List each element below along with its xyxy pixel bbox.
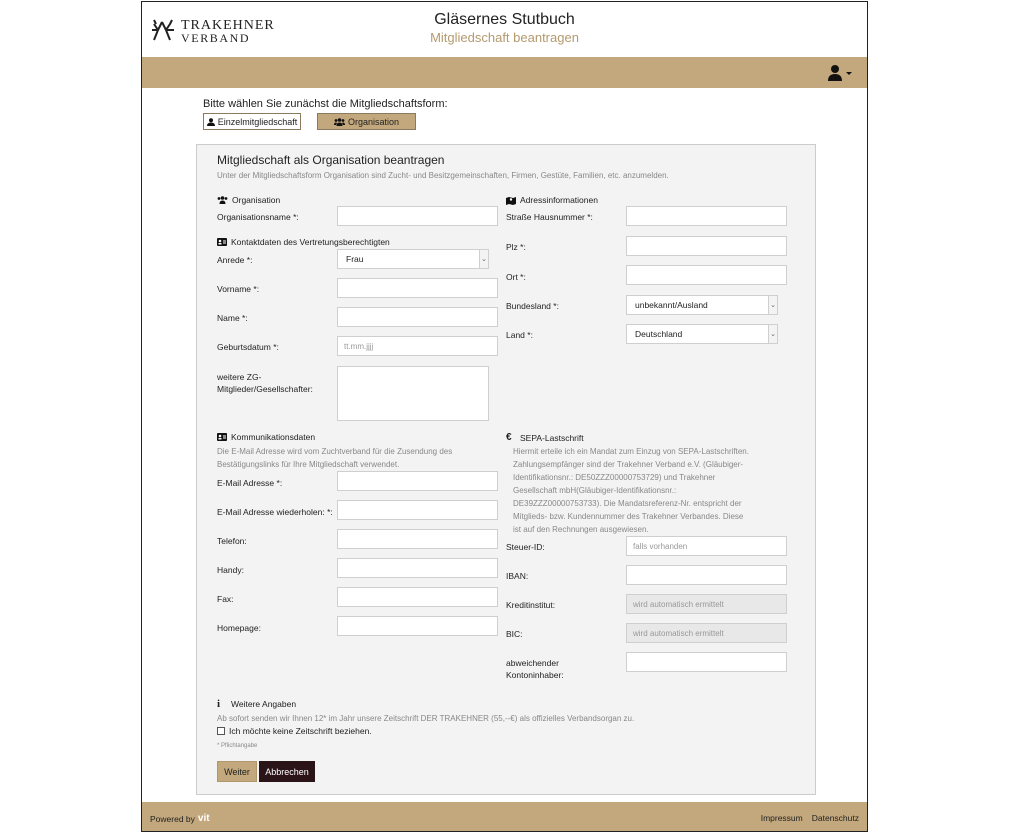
no-magazine-checkbox-row[interactable]	[217, 726, 372, 736]
state-label: Bundesland *:	[506, 301, 559, 311]
sepa-text-line1: Hiermit erteile ich ein Mandat zum Einzug von SEPA-Lastschriften.	[513, 447, 749, 456]
country-label: Land *:	[506, 330, 533, 340]
datenschutz-link[interactable]: Datenschutz	[811, 813, 859, 823]
fax-label: Fax:	[217, 594, 234, 604]
section-organisation-title: Organisation	[232, 195, 281, 205]
fax-input[interactable]	[337, 587, 498, 607]
no-magazine-label[interactable]: Ich möchte keine Zeitschrift beziehen.	[229, 726, 372, 736]
holder-input[interactable]	[626, 652, 787, 672]
city-label: Ort *:	[506, 272, 526, 282]
state-value: unbekannt/Ausland	[635, 300, 708, 310]
footer	[142, 802, 867, 831]
mobile-label: Handy:	[217, 565, 244, 575]
organisation-form-panel	[196, 144, 816, 795]
footer-links	[761, 813, 859, 823]
page-subtitle: Mitgliedschaft beantragen	[430, 30, 579, 45]
zip-label: Plz *:	[506, 242, 526, 252]
membership-type-prompt: Bitte wählen Sie zunächst die Mitgliedschaftsform:	[203, 98, 448, 110]
phone-input[interactable]	[337, 529, 498, 549]
header	[142, 2, 867, 57]
taxid-label: Steuer-ID:	[506, 542, 545, 552]
state-select[interactable]	[626, 295, 778, 315]
lastname-input[interactable]	[337, 307, 498, 327]
section-address-title: Adressinformationen	[520, 195, 598, 205]
form-description: Unter der Mitgliedschaftsform Organisation sind Zucht- und Besitzgemeinschaften, Firmen, Gestüte, Familien, etc. anzumelden.	[217, 171, 669, 180]
euro-icon: €	[506, 432, 512, 443]
id-card-icon	[217, 433, 227, 441]
holder-label-line2: Kontoninhaber:	[506, 670, 564, 680]
section-sepa	[506, 432, 584, 443]
taxid-input[interactable]: falls vorhanden	[626, 536, 787, 556]
section-contact	[217, 237, 390, 247]
holder-label-line1: abweichender	[506, 658, 559, 668]
homepage-input[interactable]	[337, 616, 498, 636]
section-organisation	[217, 195, 280, 205]
email-repeat-input[interactable]	[337, 500, 498, 520]
impressum-link[interactable]: Impressum	[760, 813, 803, 823]
street-label: Straße Hausnummer *:	[506, 212, 593, 222]
page-title: Gläsernes Stutbuch	[434, 11, 575, 28]
required-note: * Pflichtangabe	[217, 743, 258, 749]
organisation-label: Organisation	[347, 116, 400, 127]
user-icon	[207, 118, 215, 126]
users-icon	[334, 118, 345, 126]
info-icon: i	[217, 698, 221, 710]
firstname-label: Vorname *:	[217, 284, 260, 294]
sepa-text-line4: Gesellschaft mbH(Gläubiger-Identifikationsnr.:	[513, 486, 677, 495]
communication-hint-line1: Die E-Mail Adresse wird vom Zuchtverband für die Zusendung des	[217, 447, 453, 456]
firstname-input[interactable]	[337, 278, 498, 298]
lastname-label: Name *:	[217, 313, 248, 323]
organisation-name-label: Organisationsname *:	[217, 212, 299, 222]
form-title: Mitgliedschaft als Organisation beantragen	[217, 153, 445, 167]
sepa-text-line7: ist auf den Rechnungen ausgewiesen.	[513, 525, 649, 534]
organisation-name-input[interactable]	[337, 206, 498, 226]
zip-input[interactable]	[626, 236, 787, 256]
mobile-input[interactable]	[337, 558, 498, 578]
section-contact-title: Kontaktdaten des Vertretungsberechtigten	[231, 237, 390, 247]
members-textarea[interactable]	[337, 366, 489, 421]
section-further	[217, 698, 296, 710]
bank-label: Kreditinstitut:	[506, 600, 556, 610]
einzelmitgliedschaft-button[interactable]	[203, 113, 301, 130]
sepa-text-line6: Mitglieds- bzw. Kundennummer des Trakehner Verbandes. Diese	[513, 512, 744, 521]
phone-label: Telefon:	[217, 536, 247, 546]
chevron-down-icon: ⌄	[768, 325, 777, 343]
app-frame	[141, 1, 868, 832]
country-value: Deutschland	[635, 329, 683, 339]
iban-label: IBAN:	[506, 571, 529, 581]
section-communication-title: Kommunikationsdaten	[231, 432, 316, 442]
salutation-value: Frau	[346, 254, 364, 264]
map-icon	[506, 196, 516, 205]
email-input[interactable]	[337, 471, 498, 491]
section-sepa-title: SEPA-Lastschrift	[520, 432, 584, 443]
sepa-text-line5: DE39ZZZ00000753733). Die Mandatsreferenz-Nr. entspricht der	[513, 499, 742, 508]
abbrechen-button[interactable]: Abbrechen	[259, 761, 315, 782]
weiter-button[interactable]: Weiter	[217, 761, 257, 782]
members-label-line1: weitere ZG-	[217, 372, 262, 382]
no-magazine-checkbox[interactable]	[217, 727, 225, 735]
salutation-label: Anrede *:	[217, 255, 253, 265]
user-icon	[827, 64, 855, 82]
section-address	[506, 195, 598, 205]
users-icon	[217, 196, 228, 204]
bic-input: wird automatisch ermittelt	[626, 623, 787, 643]
communication-hint-line2: Bestätigungslinks für Ihre Mitgliedschaft verwendet.	[217, 460, 400, 469]
logo-text-line2: VERBAND	[181, 31, 251, 45]
sepa-text-line3: Identifikationsnr.: DE50ZZZ00000753729) und Trakehner	[513, 473, 716, 482]
salutation-select[interactable]	[337, 249, 489, 269]
user-menu-button[interactable]	[827, 64, 855, 82]
einzelmitgliedschaft-label: Einzelmitgliedschaft	[217, 116, 298, 127]
iban-input[interactable]	[626, 565, 787, 585]
powered-by	[150, 813, 210, 824]
city-input[interactable]	[626, 265, 787, 285]
caret-down-icon	[846, 72, 852, 75]
birthdate-label: Geburtsdatum *:	[217, 342, 279, 352]
email-label: E-Mail Adresse *:	[217, 478, 283, 488]
chevron-down-icon: ⌄	[479, 250, 488, 268]
homepage-label: Homepage:	[217, 623, 261, 633]
section-communication	[217, 432, 315, 442]
id-card-icon	[217, 238, 227, 246]
top-navigation-bar	[142, 57, 867, 88]
sepa-text-line2: Zahlungsempfänger sind der Trakehner Verband e.V. (Gläubiger-	[513, 460, 744, 469]
organisation-button[interactable]	[317, 113, 416, 130]
powered-by-label: Powered by	[150, 813, 195, 824]
country-select[interactable]	[626, 324, 778, 344]
chevron-down-icon: ⌄	[768, 296, 777, 314]
members-label-line2: Mitglieder/Gesellschafter:	[217, 384, 313, 394]
street-input[interactable]	[626, 206, 787, 226]
email-repeat-label: E-Mail Adresse wiederholen: *:	[217, 507, 333, 517]
bic-label: BIC:	[506, 629, 523, 639]
bank-input: wird automatisch ermittelt	[626, 594, 787, 614]
logo-text-line1: TRAKEHNER	[181, 18, 275, 33]
further-text: Ab sofort senden wir Ihnen 12* im Jahr unsere Zeitschrift DER TRAKEHNER (55,--€) als offizielles Verbandsorgan zu.	[217, 714, 635, 723]
section-further-title: Weitere Angaben	[231, 699, 297, 709]
vit-logo[interactable]: vit	[197, 813, 210, 824]
birthdate-input[interactable]: tt.mm.jjjj	[337, 336, 498, 356]
